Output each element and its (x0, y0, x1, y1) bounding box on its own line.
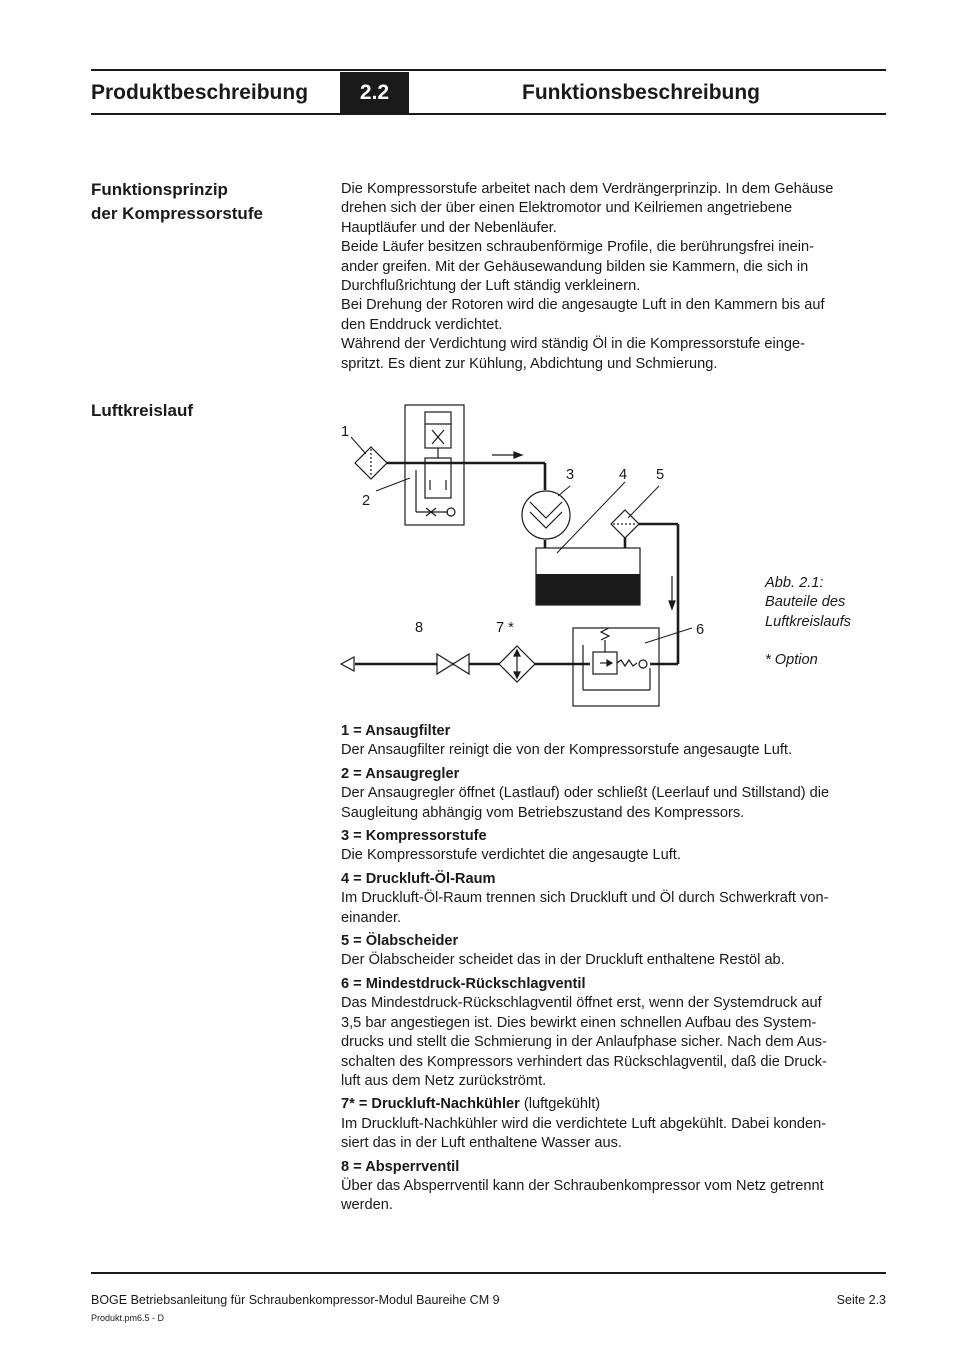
caption-line: Bauteile des (765, 594, 846, 611)
oil-separator-symbol (611, 510, 639, 538)
legend-line: Der Ansaugfilter reinigt die von der Kompressorstufe angesaugte Luft. (341, 742, 793, 759)
principle-line: Durchflußrichtung der Luft ständig verkleinern. (341, 278, 641, 295)
legend-line: Das Mindestdruck-Rückschlagventil öffnet erst, wenn der Systemdruck auf (341, 995, 822, 1012)
legend-line: drucks und stellt die Schmierung in der Anlaufphase sicher. Nach dem Aus- (341, 1034, 827, 1051)
legend-title: 6 = Mindestdruck-Rückschlagventil (341, 975, 586, 992)
footer-document-title: BOGE Betriebsanleitung für Schraubenkompressor-Modul Baureihe CM 9 (91, 1293, 500, 1307)
legend-line: Über das Absperrventil kann der Schraubenkompressor vom Netz getrennt (341, 1177, 824, 1194)
principle-line: den Enddruck verdichtet. (341, 316, 503, 333)
footer-rule (91, 1272, 886, 1274)
aftercooler-symbol (499, 646, 535, 682)
legend-item (341, 870, 889, 928)
footer-file-reference: Produkt.pm6.5 - D (91, 1313, 165, 1323)
legend-item (341, 765, 889, 823)
principle-heading-line1: Funktionsprinzip (91, 180, 228, 199)
legend-item (341, 1158, 889, 1216)
principle-line: Bei Drehung der Rotoren wird die angesaugte Luft in den Kammern bis auf (341, 297, 825, 314)
legend-title: 3 = Kompressorstufe (341, 828, 487, 845)
caption-line: Luftkreislaufs (765, 613, 851, 630)
header-chapter-title: Produktbeschreibung (91, 81, 309, 104)
principle-heading (91, 178, 263, 226)
min-pressure-valve-symbol (573, 628, 659, 706)
principle-line: drehen sich der über einen Elektromotor und Keilriemen angetriebene (341, 200, 793, 217)
figure-caption (765, 574, 851, 671)
legend-line: Im Druckluft-Nachkühler wird die verdichtete Luft abgekühlt. Dabei konden- (341, 1115, 827, 1132)
legend-line: siert das in der Luft enthaltene Wasser aus. (341, 1135, 622, 1152)
header-section-number: 2.2 (340, 72, 409, 114)
header-top-rule (91, 69, 886, 71)
principle-line: Die Kompressorstufe arbeitet nach dem Verdrängerprinzip. In dem Gehäuse (341, 181, 834, 197)
legend-title: 5 = Ölabscheider (341, 933, 459, 950)
legend-title: 1 = Ansaugfilter (341, 723, 451, 739)
diagram-label-7: 7 * (496, 620, 514, 636)
legend-line: Saugleitung abhängig vom Betriebszustand des Kompressors. (341, 804, 745, 821)
legend-item (341, 827, 889, 866)
flow-arrow (492, 452, 522, 458)
header-bottom-rule (91, 113, 886, 115)
legend-item (341, 932, 889, 971)
legend-line: Der Ansaugregler öffnet (Lastlauf) oder schließt (Leerlauf und Stillstand) die (341, 785, 830, 802)
legend-item (341, 975, 889, 1091)
shutoff-valve-symbol (437, 654, 469, 674)
diagram-label-5: 5 (656, 467, 665, 483)
legend-title: 4 = Druckluft-Öl-Raum (341, 870, 496, 887)
footer-page-number: Seite 2.3 (836, 1293, 886, 1307)
diagram-label-4: 4 (619, 467, 628, 483)
diagram-label-1: 1 (341, 424, 350, 440)
legend-line: luft aus dem Netz zurückströmt. (341, 1072, 547, 1089)
legend-item (341, 722, 889, 761)
legend-line: Im Druckluft-Öl-Raum trennen sich Druckluft und Öl durch Schwerkraft von- (341, 890, 829, 907)
principle-line: Hauptläufer und der Nebenläufer. (341, 219, 557, 236)
diagram-label-3: 3 (566, 467, 575, 483)
diagram-label-8: 8 (415, 620, 424, 636)
principle-line: ander greifen. Mit der Gehäusewandung bilden sie Kammern, die sich in (341, 258, 809, 275)
legend-title: 2 = Ansaugregler (341, 765, 460, 782)
down-arrow (669, 576, 675, 609)
header-section-title: Funktionsbeschreibung (522, 81, 761, 104)
legend-line: Die Kompressorstufe verdichtet die angesaugte Luft. (341, 847, 681, 864)
air-circuit-diagram (335, 400, 705, 712)
component-legend (341, 722, 889, 1220)
outlet-arrow (341, 657, 354, 671)
legend-line: schalten des Kompressors verhindert das Rückschlagventil, daß die Druck- (341, 1053, 827, 1070)
caption-line: Abb. 2.1: (765, 575, 824, 591)
legend-line: 3,5 bar angestiegen ist. Dies bewirkt einen schnellen Aufbau des System- (341, 1014, 817, 1031)
principle-heading-line2: der Kompressorstufe (91, 204, 263, 223)
circuit-heading: Luftkreislauf (91, 401, 194, 420)
diagram-label-6: 6 (696, 622, 705, 638)
intake-regulator-actuator (425, 412, 451, 448)
principle-line: Beide Läufer besitzen schraubenförmige Profile, die berührungsfrei inein- (341, 239, 814, 256)
compressor-stage-symbol (522, 491, 570, 539)
intake-filter-symbol (355, 447, 387, 479)
principle-line: spritzt. Es dient zur Kühlung, Abdichtung und Schmierung. (341, 355, 718, 372)
principle-line: Während der Verdichtung wird ständig Öl in die Kompressorstufe einge- (341, 336, 805, 353)
oil-level (536, 574, 640, 605)
principle-text (341, 180, 889, 374)
legend-title-suffix: (luftgekühlt) (519, 1096, 601, 1113)
legend-line: Der Ölabscheider scheidet das in der Druckluft enthaltene Restöl ab. (341, 952, 785, 969)
legend-title: 8 = Absperrventil (341, 1158, 460, 1175)
intake-regulator-check (447, 508, 455, 516)
legend-line: einander. (341, 909, 402, 926)
caption-option-note: * Option (765, 652, 818, 669)
legend-title: 7* = Druckluft-Nachkühler (341, 1096, 520, 1113)
diagram-label-2: 2 (362, 493, 371, 509)
intake-regulator-housing (405, 405, 464, 525)
legend-line: werden. (341, 1197, 393, 1214)
legend-item (341, 1095, 889, 1153)
